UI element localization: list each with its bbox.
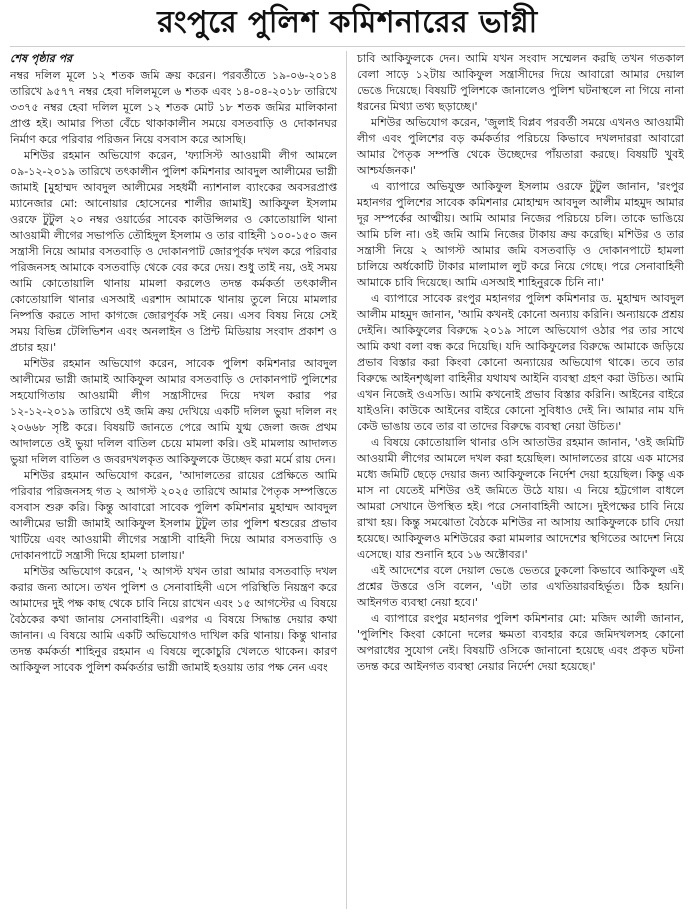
article-paragraph: এই আদেশের বলে দেয়াল ভেঙে ভেতরে ঢুকলো কিভাবে আকিফুল এই প্রশ্নের উত্তরে ওসি বলেন, 'এটা তার এখতিয়ারবহির্ভূত। ঠিক হয়নি। আইনগত ব্যবস্থা নেয়া হবে।' [357,564,684,609]
article-paragraph: চাবি আকিফুলকে দেন। আমি যখন সংবাদ সম্মেলন করছি তখন গতকাল বেলা সাড়ে ১২টায় আকিফুল সন্ত্রাসীদের দিয়ে আবারো আমার দেয়াল ভেঙে দিয়েছে। বিষয়টি পুলিশকে জানালেও পুলিশ ঘটনাস্থলে না গিয়ে নানা ধরনের মিথ্যা তথ্য ছড়াচ্ছে।' [357,52,684,113]
article-paragraph: মশিউর অভিযোগ করেন, '২ আগস্ট যখন তারা আমার বসতবাড়ি দখল করার জন্য আসে। তখন পুলিশ ও সেনাবাহিনী এসে পরিস্থিতি নিয়ন্ত্রণ করে আমাদের দুই পক্ষ কাছ থেকে চাবি নিয়ে রাখেন এবং ১৫ আগস্টের এ বিষয়ে বৈঠকের কথা জানায় সেনাবাহিনী। এরপর এ বিষয়ে সিদ্ধান্ত দেয়ার কথা জানান। এ বিষয়ে আমি একটি অভিযোগও দাখিল করি থানায়। কিন্তু থানার তদন্ত কর্মকর্তা শাহিনুর রহমান এ বিষয়ে লুকোচুরি খেলতে থাকেন। কারণ আকিফুল সাবেক পুলিশ কর্মকর্তার ভাগ্নী জামাই হওয়ায় তার পক্ষ নেন এবং [10,565,337,674]
continued-from-kicker: শেষ পৃষ্ঠার পর [10,52,73,65]
article-paragraph: এ ব্যাপারে অভিযুক্ত আকিফুল ইসলাম ওরফে টুটুল জানান, 'রংপুর মহানগর পুলিশের সাবেক কমিশনার মোহাম্মদ আবদুল আলীম মাহমুদ আমার দূর সম্পর্কের আত্মীয়। আমি আমার নিজের পরিচয়ে চলি। তাকে ভাঙিয়ে আমি চলি না। ওই জমি আমি নিজের টাকায় ক্রয় করেছি। মশিউর ও তার সন্ত্রাসী নিয়ে ২ আগস্ট আমার জমি বসতবাড়ি ও দোকানপাটে হামলা চালিয়ে অর্ধকোটি টাকার মালামাল লুট করে নিয়ে গেছে। পরে সেনাবাহিনী আমাকে চাবি দিয়েছে। আমি এসআই শাহিনুরকে চিনি না।' [357,180,684,289]
left-column [10,51,347,909]
article-paragraph: মশিউর রহমান অভিযোগ করেন, 'আদালতের রায়ের প্রেক্ষিতে আমি পরিবার পরিজনসহ গত ২ আগস্ট ২০২৫ তারিখে আমার পৈতৃক সম্পত্তিতে বসবাস শুরু করি। কিন্তু আবারো সাবেক পুলিশ কমিশনার মুহাম্মদ আবদুল আলীমের ভাগ্নী জামাই আকিফুল ইসলাম টুটুল তার পুলিশ শ্বশুরের প্রভাব খাটিয়ে এবং আওয়ামী লীগের সন্ত্রাসী বাহিনী দিয়ে আমার বসতবাড়ি ও দোকানপাটে সন্ত্রাসী দিয়ে হামলা চালায়।' [10,469,337,562]
article-paragraph: মশিউর অভিযোগ করেন, 'জুলাই বিপ্লব পরবর্তী সময়ে এখনও আওয়ামী লীগ এবং পুলিশের বড় কর্মকর্তার পরিচয়ে কিভাবে দখলদাররা আবারো আমার পৈতৃক সম্পত্তি থেকে উচ্ছেদের পাঁয়তারা করছে। বিষয়টি খুবই আশ্চর্যজনক।' [357,116,684,177]
article-paragraph: এ ব্যাপারে সাবেক রংপুর মহানগর পুলিশ কমিশনার ড. মুহাম্মদ আবদুল আলীম মাহমুদ জানান, 'আমি কখনই কোনো অন্যায় করিনি। অন্যায়কে প্রশ্রয় দেইনি। আকিফুলের বিরুদ্ধে ২০১৯ সালে অভিযোগ ওঠার পর তার সাথে আমি কথা বলা বন্ধ করে দিয়েছি। যদি আকিফুলের বিরুদ্ধে আমাকে জড়িয়ে প্রভাব বিস্তার করা কিংবা কোনো অন্যায়ের অভিযোগ থাকে। তবে তার বিরুদ্ধে আইনশৃঙ্খলা বাহিনীর যথাযথ আইনি ব্যবস্থা গ্রহণ করা উচিত। আমি এখন নিজেই ওএসডি। আমি কখনোই প্রভাব বিস্তার করিনি। আইনের বাইরে যাইওনি। কাউকে আইনের বাইরে কোনো সুবিধাও দেই নি। আমার নাম যদি কেউ ভাঙায় তবে তার বা তাদের বিরুদ্ধে ব্যবস্থা নেয়া উচিত।' [357,292,684,433]
article-paragraph: এ বিষয়ে কোতোয়ালি থানার ওসি আতাউর রহমান জানান, 'ওই জমিটি আওয়ামী লীগের আমলে দখল করা হয়েছিল। আদালতের রায়ে এক মাসের মধ্যে জমিটি ছেড়ে দেয়ার জন্য আকিফুলকে নির্দেশ দেয়া হয়েছিল। কিন্তু এক মাস না যেতেই মশিউর ওই জমিতে উঠে যায়। এ নিয়ে হট্টগোল বাধলে আমরা সেখানে উপস্থিত হই। পরে সেনাবাহিনী আসে। দুইপক্ষের চাবি নিয়ে রাখা হয়। কিন্তু সমঝোতা বৈঠকে মশিউর না আসায় আকিফুলকে চাবি দেয়া হয়েছে। আকিফুলও মশিউরের করা মামলার আদেশের স্থগিতের আদেশ নিয়ে এসেছে। যার শুনানি হবে ১৬ অক্টোবর।' [357,436,684,561]
article-headline: রংপুরে পুলিশ কমিশনারের ভাগ্নী [10,0,685,47]
article-paragraph: নম্বর দলিল মূলে ১২ শতক জমি ক্রয় করেন। পরবর্তীতে ১৯-০৬-২০১৪ তারিখে ৯৫৭৭ নম্বর হেবা দলিলমূলে ৬ শতক এবং ১৪-০৪-২০১৮ তারিখে ৩৩৭৫ নম্বর হেবা দলিল মূলে ১২ শতক মোট ১৮ শতক জমির মালিকানা প্রাপ্ত হই। আমার পিতা বেঁচে থাকাকালীন সময়ে বসতবাড়ি ও দোকানঘর নির্মাণ করে পরিবার পরিজন নিয়ে বসবাস করে আসছি। [10,69,337,146]
article-paragraph: মশিউর রহমান অভিযোগ করেন, সাবেক পুলিশ কমিশনার আবদুল আলীমের ভাগ্নী জামাই আকিফুল আমার বসতবাড়ি ও দোকানপাট পুলিশের সহযোগিতায় আওয়ামী লীগ সন্ত্রাসীদের দিয়ে দখল করার পর ১২-১২-২০১৯ তারিখে ওই জমি ক্রয় দেখিয়ে একটি দলিল ভুয়া দলিল নং ২০৬৬৮ সৃষ্টি করে। বিষয়টি জানতে পেরে আমি যুগ্ম জেলা জজ প্রথম আদালতে ওই ভুয়া দলিল বাতিল চেয়ে মামলা করি। ওই মামলায় আদালত ভুয়া দলিল বাতিল ও জবরদখলকৃত আকিফুলকে উচ্ছেদ করা মর্মে রায় দেন। [10,357,337,466]
right-column [347,51,684,909]
article-columns [10,51,685,909]
article-paragraph: এ ব্যাপারে রংপুর মহানগর পুলিশ কমিশনার মো: মজিদ আলী জানান, 'পুলিশিং কিংবা কোনো দলের ক্ষমতা ব্যবহার করে জমিদখলসহ কোনো অপরাধের সুযোগ নেই। বিষয়টি ওসিকে জানানো হয়েছে এবং প্রকৃত ঘটনা তদন্ত করে আইনগত ব্যবস্থা নেয়ার নির্দেশ দেয়া হয়েছে।' [357,612,684,673]
article-paragraph: মশিউর রহমান অভিযোগ করেন, 'ফ্যাসিস্ট আওয়ামী লীগ আমলে ০৯-১২-২০১৯ তারিখে তৎকালীন পুলিশ কমিশনার আবদুল আলীমের ভাগ্নী জামাই [মুহাম্মদ আবদুল আলীমের সহধর্মী ন্যাশনাল ব্যাংকের অবসরপ্রাপ্ত ম্যানেজার মো: আনোয়ার হোসেনের শালীর জামাই] আকিফুল ইসলাম ওরফে টুটুল ২০ নম্বর ওয়ার্ডের সাবেক কাউন্সিলর ও কোতোয়ালি থানা আওয়ামী লীগের সভাপতি তৌহিদুল ইসলাম ও তার বাহিনী ১০০-১৫০ জন সন্ত্রাসী নিয়ে আমার বসতবাড়ি ও দোকানপাট জোরপূর্বক দখল করে পরিবার পরিজনসহ আমাকে বসতবাড়ি থেকে বের করে দেয়। শুধু তাই নয়, ওই সময় আমি কোতোয়ালি থানায় মামলা করলেও তদন্ত কর্মকর্তা তৎকালীন কোতোয়ালি থানার এসআই এরশাদ আমাকে থানায় তুলে নিয়ে মামলার নিষ্পত্তি করতে সাদা কাগজে জোরপূর্বক সই নেয়। এসব বিষয় নিয়ে সেই সময় বিভিন্ন টেলিভিশন এবং অনলাইন ও প্রিন্ট মিডিয়ায় সংবাদ প্রকাশ ও প্রচার হয়।' [10,149,337,354]
